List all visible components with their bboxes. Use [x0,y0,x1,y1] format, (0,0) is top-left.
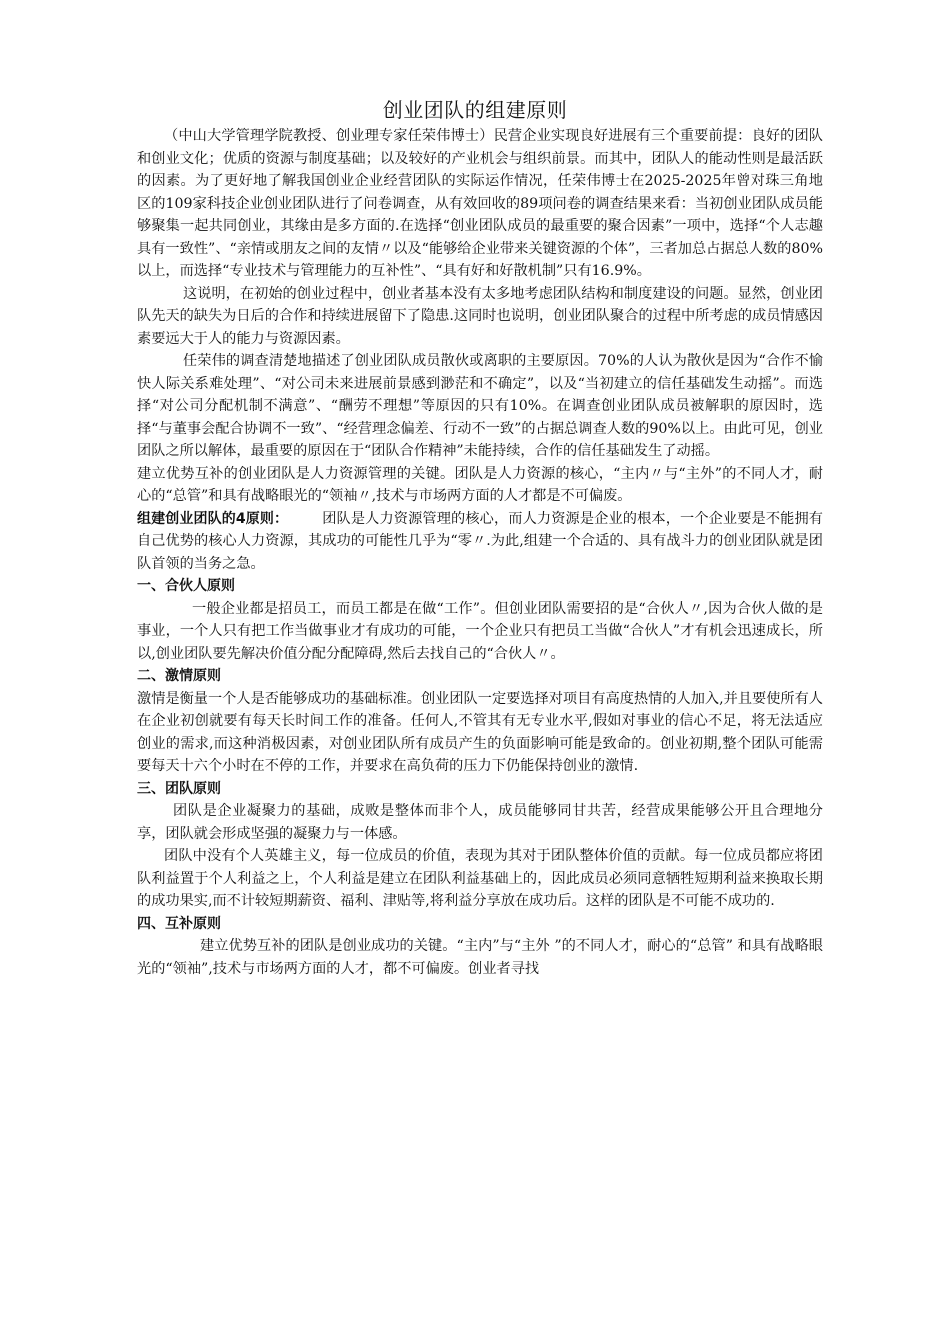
paragraph-2: 这说明，在初始的创业过程中，创业者基本没有太多地考虑团队结构和制度建设的问题。显然，创业团队先天的缺失为日后的合作和持续进展留下了隐患.这同时也说明，创业团队聚合的过程中所考虑的成员情感因素要远大于人的能力与资源因素。 [137,285,823,347]
section-team-paragraph-1: 团队是企业凝聚力的基础，成败是整体而非个人，成员能够同甘共苦，经营成果能够公开且合理地分享，团队就会形成坚强的凝聚力与一体感。 [137,803,823,842]
paragraph-4: 建立优势互补的创业团队是人力资源管理的关键。团队是人力资源的核心，“主内〃与“主外”的不同人才，耐心的“总管”和具有战略眼光的“领袖〃,技术与市场两方面的人才都是不可偏废。 [137,465,823,504]
principles-paragraph [137,508,823,576]
section-heading-complement: 四、互补原则 [137,915,221,932]
document-body [137,125,823,980]
intro-paragraph: （中山大学管理学院教授、创业理专家任荣伟博士）民营企业实现良好进展有三个重要前提：良好的团队和创业文化；优质的资源与制度基础；以及较好的产业机会与组织前景。而其中，团队人的能动性则是最活跃的因素。为了更好地了解我国创业企业经营团队的实际运作情况，任荣伟博士在2025-2025年曾对珠三角地区的109家科技企业创业团队进行了问卷调查，从有效回收的89项问卷的调查结果来看：当初创业团队成员能够聚集一起共同创业，其缘由是多方面的.在选择“创业团队成员的最重要的聚合因素”一项中，选择“个人志趣具有一致性”、“亲情或朋友之间的友情〃以及“能够给企业带来关键资源的个体”，三者加总占据总人数的80%以上，而选择“专业技术与管理能力的互补性”、“具有好和好散机制”只有16.9%。 [137,128,823,279]
paragraph-3: 任荣伟的调查清楚地描述了创业团队成员散伙或离职的主要原因。70%的人认为散伙是因为“合作不愉快人际关系难处理”、“对公司未来进展前景感到渺茫和不确定”，以及“当初建立的信任基础发生动摇”。而选择“对公司分配机制不满意”、“酬劳不理想”等原因的只有10%。在调查创业团队成员被解职的原因时，选择“与董事会配合协调不一致”、“经营理念偏差、行动不一致”的占据总调查人数的90%以上。由此可见，创业团队之所以解体，最重要的原因在于“团队合作精神”未能持续，合作的信任基础发生了动摇。 [137,353,823,459]
principles-text: 团队是人力资源管理的核心，而人力资源是企业的根本，一个企业要是不能拥有自己优势的核心人力资源，其成功的可能性几乎为“零〃.为此,组建一个合适的、具有战斗力的创业团队就是团队首领的当务之急。 [137,510,823,572]
section-partner-paragraph: 一般企业都是招员工，而员工都是在做“工作”。但创业团队需要招的是“合伙人〃,因为合伙人做的是事业，一个人只有把工作当做事业才有成功的可能，一个企业只有把员工当做“合伙人”才有机会迅速成长，所以,创业团队要先解决价值分配分配障碍,然后去找自己的“合伙人〃。 [137,600,823,662]
section-complement-paragraph: 建立优势互补的团队是创业成功的关键。“主内”与“主外 ”的不同人才，耐心的“总管” 和具有战略眼光的“领袖”,技术与市场两方面的人才，都不可偏废。创业者寻找 [137,938,823,977]
principles-heading: 组建创业团队的4原则： [137,510,289,527]
section-team-paragraph-2: 团队中没有个人英雄主义，每一位成员的价值，表现为其对于团队整体价值的贡献。每一位成员都应将团队利益置于个人利益之上，个人利益是建立在团队利益基础上的，因此成员必须同意牺牲短期利益来换取长期的成功果实,而不计较短期薪资、福利、津贴等,将利益分享放在成功后。这样的团队是不可能不成功的. [137,848,823,909]
section-heading-passion: 二、激情原则 [137,668,221,684]
section-passion-paragraph: 激情是衡量一个人是否能够成功的基础标准。创业团队一定要选择对项目有高度热情的人加入,并且要使所有人在企业初创就要有每天长时间工作的准备。任何人,不管其有无专业水平,假如对事业的信心不足，将无法适应创业的需求,而这种消极因素，对创业团队所有成员产生的负面影响可能是致命的。创业初期,整个团队可能需要每天十六个小时在不停的工作，并要求在高负荷的压力下仍能保持创业的激情. [137,690,823,774]
section-heading-partner: 一、合伙人原则 [137,578,235,594]
section-heading-team: 三、团队原则 [137,780,221,797]
page-title: 创业团队的组建原则 [382,98,568,122]
